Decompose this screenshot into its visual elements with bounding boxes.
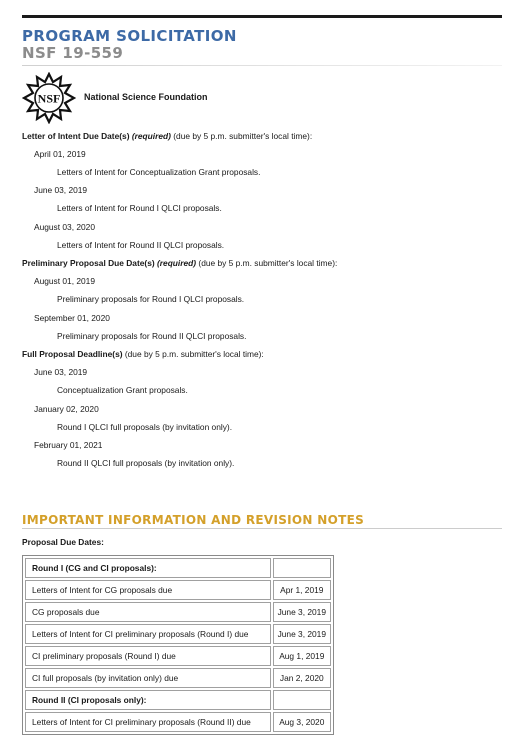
deadline-heading bbox=[22, 258, 337, 268]
top-rule bbox=[22, 15, 502, 18]
deadline-date: April 01, 2019 bbox=[34, 149, 86, 159]
table-row bbox=[25, 558, 331, 578]
table-label: CI full proposals (by invitation only) due bbox=[25, 668, 271, 688]
title-divider bbox=[22, 65, 502, 66]
table-group-heading: Round II (CI proposals only): bbox=[25, 690, 271, 710]
table-date: Jan 2, 2020 bbox=[273, 668, 331, 688]
required-tag: (required) bbox=[156, 258, 197, 268]
deadline-label: Full Proposal Deadline(s) bbox=[22, 349, 123, 359]
deadline-label: Letter of Intent Due Date(s) bbox=[22, 131, 130, 141]
table-group-heading: Round I (CG and CI proposals): bbox=[25, 558, 271, 578]
deadline-suffix: (due by 5 p.m. submitter's local time): bbox=[124, 349, 264, 359]
table-row bbox=[25, 624, 331, 644]
nsf-logo bbox=[22, 72, 76, 124]
deadline-description: Round I QLCI full proposals (by invitation only). bbox=[57, 422, 233, 432]
due-dates-table bbox=[22, 555, 334, 735]
deadline-suffix: (due by 5 p.m. submitter's local time): bbox=[173, 131, 313, 141]
table-date: June 3, 2019 bbox=[273, 602, 331, 622]
table-row bbox=[25, 690, 331, 710]
deadline-description: Round II QLCI full proposals (by invitation only). bbox=[57, 458, 235, 468]
table-date bbox=[273, 690, 331, 710]
table-date: Apr 1, 2019 bbox=[273, 580, 331, 600]
deadline-description: Preliminary proposals for Round I QLCI proposals. bbox=[57, 294, 245, 304]
table-label: CI preliminary proposals (Round I) due bbox=[25, 646, 271, 666]
section-heading: IMPORTANT INFORMATION AND REVISION NOTES bbox=[22, 513, 365, 527]
table-row bbox=[25, 712, 331, 732]
deadline-date: June 03, 2019 bbox=[34, 185, 88, 195]
deadline-date: January 02, 2020 bbox=[34, 404, 99, 414]
due-dates-label: Proposal Due Dates: bbox=[22, 537, 104, 547]
deadline-description: Letters of Intent for Conceptualization Grant proposals. bbox=[57, 167, 261, 177]
table-row bbox=[25, 580, 331, 600]
deadline-description: Preliminary proposals for Round II QLCI proposals. bbox=[57, 331, 247, 341]
section-divider bbox=[22, 528, 502, 529]
table-date: Aug 1, 2019 bbox=[273, 646, 331, 666]
table-label: CG proposals due bbox=[25, 602, 271, 622]
deadline-label: Preliminary Proposal Due Date(s) bbox=[22, 258, 155, 268]
table-row bbox=[25, 646, 331, 666]
table-label: Letters of Intent for CI preliminary proposals (Round II) due bbox=[25, 712, 271, 732]
deadline-date: August 03, 2020 bbox=[34, 222, 96, 232]
logo-text: NSF bbox=[37, 91, 61, 106]
deadline-date: August 01, 2019 bbox=[34, 276, 96, 286]
deadline-date: September 01, 2020 bbox=[34, 313, 110, 323]
page-title: PROGRAM SOLICITATION bbox=[22, 27, 237, 45]
deadline-description: Letters of Intent for Round I QLCI proposals. bbox=[57, 203, 222, 213]
table-row bbox=[25, 668, 331, 688]
table-date bbox=[273, 558, 331, 578]
organization-name: National Science Foundation bbox=[84, 92, 208, 102]
deadline-description: Conceptualization Grant proposals. bbox=[57, 385, 188, 395]
deadline-heading bbox=[22, 349, 264, 359]
deadline-heading bbox=[22, 131, 312, 141]
deadline-suffix: (due by 5 p.m. submitter's local time): bbox=[198, 258, 338, 268]
deadline-description: Letters of Intent for Round II QLCI proposals. bbox=[57, 240, 225, 250]
table-date: Aug 3, 2020 bbox=[273, 712, 331, 732]
deadline-date: February 01, 2021 bbox=[34, 440, 103, 450]
table-label: Letters of Intent for CG proposals due bbox=[25, 580, 271, 600]
table-date: June 3, 2019 bbox=[273, 624, 331, 644]
table-label: Letters of Intent for CI preliminary proposals (Round I) due bbox=[25, 624, 271, 644]
required-tag: (required) bbox=[131, 131, 171, 141]
table-row bbox=[25, 602, 331, 622]
solicitation-number: NSF 19-559 bbox=[22, 44, 124, 62]
deadline-date: June 03, 2019 bbox=[34, 367, 88, 377]
